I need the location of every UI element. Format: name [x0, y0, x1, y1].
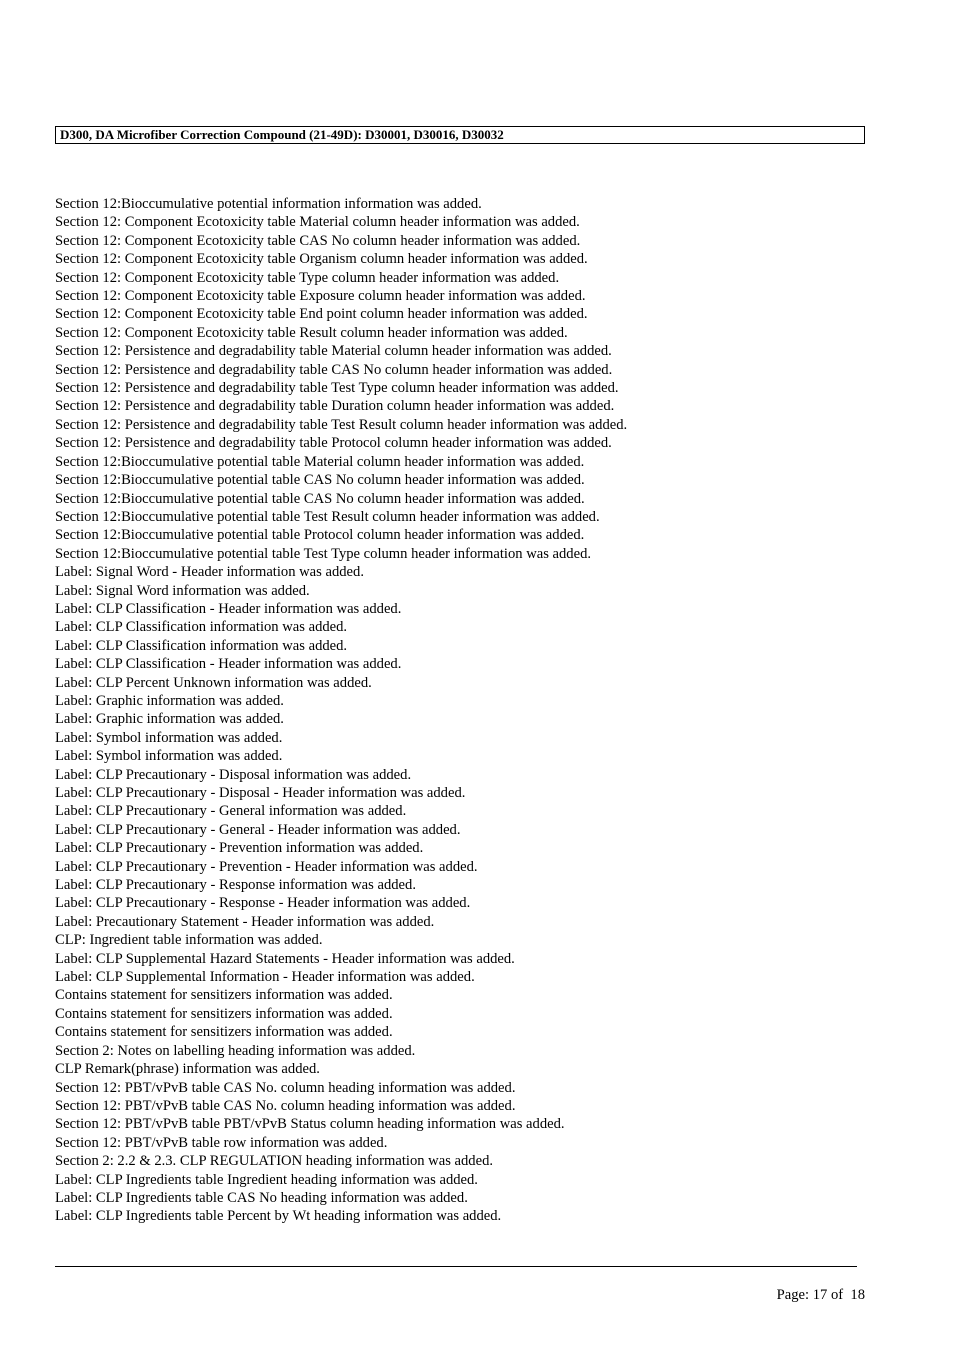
revision-line: Section 12: Persistence and degradability table CAS No column header information was added. [55, 361, 613, 378]
revision-line: Label: CLP Supplemental Information - Header information was added. [55, 969, 475, 986]
document-header [55, 126, 865, 144]
revision-line: Section 12:Bioccumulative potential table Material column header information was added. [55, 453, 585, 470]
revision-line: Label: Symbol information was added. [55, 729, 283, 746]
revision-line: Label: CLP Classification information was added. [55, 619, 348, 636]
revision-line: Label: CLP Ingredients table CAS No heading information was added. [55, 1189, 468, 1206]
revision-line: Section 12: Component Ecotoxicity table Exposure column header information was added. [55, 288, 586, 305]
revision-line: Section 12: PBT/vPvB table CAS No. column heading information was added. [55, 1079, 516, 1096]
revision-line: Section 12:Bioccumulative potential table Test Type column header information was added. [55, 545, 592, 562]
revision-line: Section 12: Persistence and degradability table Protocol column header information was added. [55, 435, 612, 452]
revision-line: Section 12: PBT/vPvB table CAS No. column heading information was added. [55, 1097, 516, 1114]
revision-line: Label: Graphic information was added. [55, 711, 284, 728]
revision-line: Label: CLP Percent Unknown information was added. [55, 674, 372, 691]
revision-line: Label: CLP Classification - Header information was added. [55, 600, 402, 617]
revision-line: Section 12: Component Ecotoxicity table End point column header information was added. [55, 306, 588, 323]
revision-line: Label: CLP Ingredients table Ingredient heading information was added. [55, 1171, 478, 1188]
revision-line: Section 12: Persistence and degradability table Material column header information was added. [55, 343, 612, 360]
revision-line: Label: CLP Classification - Header information was added. [55, 656, 402, 673]
revision-line: Label: CLP Precautionary - Response - Header information was added. [55, 895, 471, 912]
revision-line: Label: CLP Precautionary - General - Header information was added. [55, 821, 461, 838]
revision-line: Contains statement for sensitizers information was added. [55, 1024, 393, 1041]
revision-line: Label: CLP Precautionary - Prevention - Header information was added. [55, 858, 478, 875]
revision-line: Section 12:Bioccumulative potential table CAS No column header information was added. [55, 472, 585, 489]
revision-line: Section 12: PBT/vPvB table row information was added. [55, 1134, 388, 1151]
revision-line: Section 2: 2.2 & 2.3. CLP REGULATION heading information was added. [55, 1153, 494, 1170]
revision-line: Label: CLP Precautionary - Disposal information was added. [55, 766, 412, 783]
revision-line: Section 12: PBT/vPvB table PBT/vPvB Status column heading information was added. [55, 1116, 565, 1133]
revision-line: Label: CLP Precautionary - General information was added. [55, 803, 407, 820]
revision-line: Label: CLP Supplemental Hazard Statements - Header information was added. [55, 950, 515, 967]
revision-line: Label: CLP Precautionary - Response information was added. [55, 877, 416, 894]
revision-line: CLP Remark(phrase) information was added. [55, 1061, 320, 1078]
revision-line: Section 12: Component Ecotoxicity table Organism column header information was added. [55, 251, 588, 268]
revision-line: Section 12:Bioccumulative potential information information was added. [55, 196, 482, 212]
footer-divider [55, 1266, 857, 1267]
revision-line: Section 12: Persistence and degradability table Duration column header information was added. [55, 398, 615, 415]
revision-line: Label: Signal Word - Header information was added. [55, 564, 364, 581]
revision-line: Label: CLP Precautionary - Disposal - Header information was added. [55, 785, 466, 801]
product-title: D300, DA Microfiber Correction Compound (21-49D): D30001, D30016, D30032 [60, 127, 504, 142]
revision-line: Section 12:Bioccumulative potential table CAS No column header information was added. [55, 490, 585, 507]
revision-line: Label: Signal Word information was added. [55, 582, 310, 599]
revision-line: Label: Graphic information was added. [55, 692, 284, 709]
revision-line: Section 12: Persistence and degradability table Test Type column header information was added. [55, 380, 619, 397]
revision-line: Section 12: Component Ecotoxicity table Material column header information was added. [55, 214, 580, 231]
revision-line: Label: CLP Ingredients table Percent by Wt heading information was added. [55, 1208, 502, 1225]
revision-line: Label: CLP Precautionary - Prevention information was added. [55, 840, 424, 857]
revision-line: Label: CLP Classification information was added. [55, 637, 348, 654]
revision-line: Section 12: Persistence and degradability table Test Result column header information was added. [55, 416, 628, 433]
revision-line: Label: Precautionary Statement - Header information was added. [55, 913, 435, 930]
revision-line: Section 12: Component Ecotoxicity table Result column header information was added. [55, 324, 568, 341]
revision-line: Label: Symbol information was added. [55, 748, 283, 765]
revision-line: Section 12: Component Ecotoxicity table CAS No column header information was added. [55, 232, 581, 249]
revision-line: Contains statement for sensitizers information was added. [55, 987, 393, 1004]
revision-line: Section 12:Bioccumulative potential table Protocol column header information was added. [55, 527, 585, 544]
revision-line: Contains statement for sensitizers information was added. [55, 1005, 393, 1022]
revision-line: Section 12: Component Ecotoxicity table Type column header information was added. [55, 269, 560, 286]
revision-line: Section 12:Bioccumulative potential table Test Result column header information was added. [55, 508, 600, 525]
revision-list [55, 195, 627, 1226]
revision-line: CLP: Ingredient table information was added. [55, 932, 323, 949]
revision-line: Section 2: Notes on labelling heading information was added. [55, 1042, 416, 1059]
page-number: Page: 17 of 18 [776, 1287, 865, 1303]
